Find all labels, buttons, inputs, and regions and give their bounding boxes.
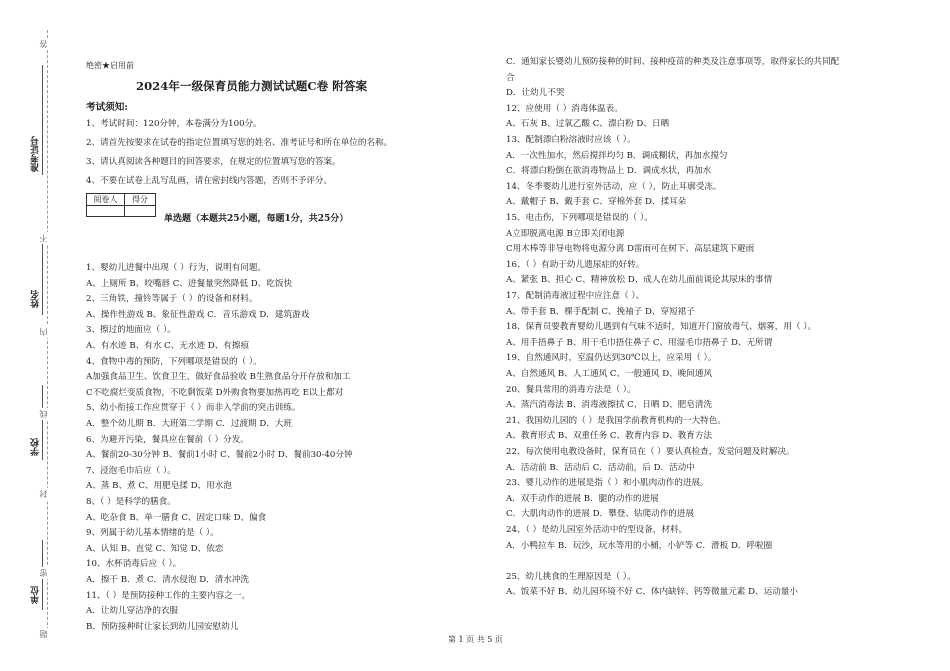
notice-heading: 考试须知:: [86, 102, 128, 113]
question-line: A、用手捂鼻子 B、用干毛巾捂住鼻子 C、用湿毛巾捂鼻子 D、无所谓: [506, 337, 773, 348]
admit-number-label: 准考证号: [31, 136, 41, 172]
question-line: A．活动前 B．活动后 C．活动前，后 D．活动中: [506, 462, 695, 473]
question-line: A、石灰 B、过氧乙酸 C、漂白粉 D、日晒: [506, 119, 670, 130]
question-line: A、吃杂食 B、单一膳食 C、固定口味 D、偏食: [86, 512, 267, 523]
question-line: 14、冬季婴幼儿进行室外活动，应（ ），防止耳廓受冻。: [506, 181, 722, 192]
notice-item: 3、请认真阅读各种题目的回答要求，在规定的位置填写您的答案。: [86, 157, 341, 167]
question-line: 2、三角铁，撞铃等属于（ ）的设备和材料。: [86, 294, 258, 305]
seal-char-2: 不: [39, 234, 48, 242]
page-number: 第 1 页 共 5 页: [448, 635, 503, 644]
binding-margin: [0, 0, 60, 671]
question-line: A．一次性加水，然后搅拌均匀 B．调成糊状，再加水搅匀: [506, 150, 728, 161]
question-line: 13、配制漂白粉溶液时应该（ ）。: [506, 135, 636, 145]
question-line: A、操作性游戏 B、象征性游戏 C．音乐游戏 D．建筑游戏: [86, 309, 310, 320]
question-line: A．让幼儿穿洁净的衣服: [86, 606, 179, 617]
seal-char-7: 题: [39, 630, 48, 638]
question-line: 25、幼儿挑食的生理原因是（ ）。: [506, 571, 636, 582]
question-line: 10、水杯消毒后应（ ）。: [86, 559, 182, 570]
question-line: 合: [506, 72, 515, 83]
name-field[interactable]: [42, 240, 43, 315]
question-line: A、戴帽子 B、戴手套 C、穿棉外套 D、揉耳朵: [506, 197, 687, 208]
question-line: C用木棒等非导电物将电源分离 D雷雨可在树下、高层建筑下避雨: [506, 244, 755, 255]
question-line: 1、婴幼儿进餐中出现（ ）行为，说明有问题。: [86, 263, 267, 273]
score-label: 得分: [132, 195, 148, 204]
question-line: A．小鸭拉车 B．玩沙，玩水等用的小桶，小铲等 C．滑板 D．呼啦圈: [506, 540, 773, 551]
name-label: 姓名: [31, 290, 41, 308]
seal-char-3: 内: [39, 328, 48, 336]
question-line: 4、食物中毒的预防，下列哪项是错误的（ ）。: [86, 356, 262, 367]
question-line: 24、（ ）是幼儿园室外活动中的型设备，材料。: [506, 525, 688, 535]
question-line: B．预防接种时让家长到幼儿园安慰幼儿: [86, 621, 239, 632]
seal-char-1: 答: [39, 40, 48, 48]
notice-item: 1、考试时间：120分钟，本卷满分为100分。: [86, 119, 262, 129]
question-line: 6、为避开污染，餐具应在餐前（ ）分发。: [86, 434, 249, 445]
question-line: 12、应使用（ ）消毒体温表。: [506, 103, 623, 114]
question-line: 20、餐具常用的消毒方法是（ ）。: [506, 384, 636, 395]
question-line: A、自然通风 B、人工通风 C、一般通风 D、晚间通风: [506, 369, 713, 379]
question-line: A、饭菜不好 B、幼儿园环境不好 C、体内缺锌、钙等微量元素 D、运动量小: [506, 587, 798, 598]
question-line: A．整个幼儿期 B．大班第二学期 C．过渡期 D．大班: [86, 419, 293, 429]
seal-char-6: 密: [39, 569, 48, 577]
question-line: 9、列属于幼儿基本情绪的是（ ）。: [86, 528, 219, 539]
seal-char-5: 封: [39, 490, 48, 498]
question-line: A立即脱离电源 B立即关闭电源: [506, 228, 625, 239]
question-line: A、认知 B、直觉 C、知觉 D、依恋: [86, 543, 224, 554]
question-line: 23、婴儿动作的进展是指（ ）和小肌肉动作的进展。: [506, 478, 709, 489]
question-line: C．大肌肉动作的进展 D．攀登、钻爬动作的进展: [506, 509, 695, 520]
school-field[interactable]: [42, 385, 43, 460]
question-line: A、蒸 B、煮 C、用肥皂揉 D、用水泡: [86, 481, 232, 492]
page-title: 2024年一级保育员能力测试试题C卷 附答案: [136, 79, 368, 93]
question-line: A、教育形式 B、双重任务 C、教育内容 D、教育方法: [506, 431, 713, 442]
unit-label: 单位: [31, 586, 41, 604]
question-line: 19、自然通风时，室温仍达到30℃以上，应采用（ ）。: [506, 353, 717, 364]
question-line: 11、（ ）是预防接种工作的主要内容之一。: [86, 590, 251, 601]
question-line: 15、电击伤，下列哪项是错误的（ ）。: [506, 213, 653, 223]
question-line: A、上厕所 B、咬嘴唇 C、进餐量突然降低 D、吃饭快: [86, 278, 293, 289]
question-line: A、带手套 B、棵手配制 C、挽袖子 D、穿短裙子: [506, 306, 695, 317]
question-line: A．擦干 B．煮 C．清水侵泡 D．清水冲洗: [86, 575, 250, 585]
question-line: A、有水迹 B、有水 C、无水迹 D、有擦痕: [86, 341, 250, 351]
question-line: A．双手动作的进展 B．腿的动作的进展: [506, 493, 659, 504]
question-line: 8、（ ）是科学的膳食。: [86, 497, 176, 507]
question-line: 18、保育员要教育婴幼儿遇到有气味不适时，知道开门窗放毒气、烟雾，用（ ）。: [506, 322, 817, 333]
school-label: 学校: [31, 438, 41, 456]
secret-mark: 绝密★启用前: [86, 61, 134, 70]
admit-number-field[interactable]: [42, 65, 43, 175]
question-line: 7、浸泡毛巾后应（ ）。: [86, 465, 176, 476]
question-line: C不吃腐烂变质食物，不吃剩饭菜 D外购食物要加热再吃 E以上都对: [86, 387, 344, 398]
question-line: A、蒸汽消毒法 B、消毒液擦拭 C、日晒 D、肥皂清洗: [506, 400, 713, 411]
score-box: [86, 193, 156, 217]
question-line: A、紧张 B、担心 C、精神放松 D、成人在幼儿面前谈论其尿床的事情: [506, 275, 773, 286]
question-line: D．让幼儿不哭: [506, 88, 565, 99]
reviewer-label: 阅卷人: [93, 195, 118, 204]
question-line: A、餐前20-30分钟 B、餐前1小时 C、餐前2小时 D、餐前30-40分钟: [86, 450, 353, 461]
question-line: 17、配制消毒液过程中应注意（ ）。: [506, 291, 645, 301]
question-line: 16、（ ）有助于幼儿遗尿症的好转。: [506, 259, 645, 270]
question-line: C．通知家长婴幼儿预防接种的时间、接种疫苗的种类及注意事项等，取得家长的共同配: [506, 57, 840, 67]
question-line: 3、擦过的地面应（ ）。: [86, 325, 176, 336]
seal-char-4: 线: [39, 410, 48, 418]
notice-item: 4、不要在试卷上乱写乱画，请在密封线内答题，否则不予评分。: [86, 176, 333, 186]
question-line: A加强食品卫生、饮食卫生，做好食品验收 B生熟食品分开存放和加工: [86, 372, 351, 383]
section-heading: 单选题（本题共25小题，每题1分，共25分）: [164, 214, 349, 224]
question-line: C．将漂白粉倒在欲消毒物品上 D．调成水状，再加水: [506, 166, 712, 177]
notice-item: 2、请首先按要求在试卷的指定位置填写您的姓名、准考证号和所在单位的名称。: [86, 138, 393, 148]
question-line: 21、我国幼儿园的（ ）是我国学前教育机构的一大特色。: [506, 415, 726, 426]
question-line: 5、幼小衔接工作应贯穿于（ ）而非入学前的突击训练。: [86, 403, 301, 414]
question-line: 22、每次使用电教设备时，保育员在（ ）要认真检查，发觉问题及时解决。: [506, 447, 795, 457]
